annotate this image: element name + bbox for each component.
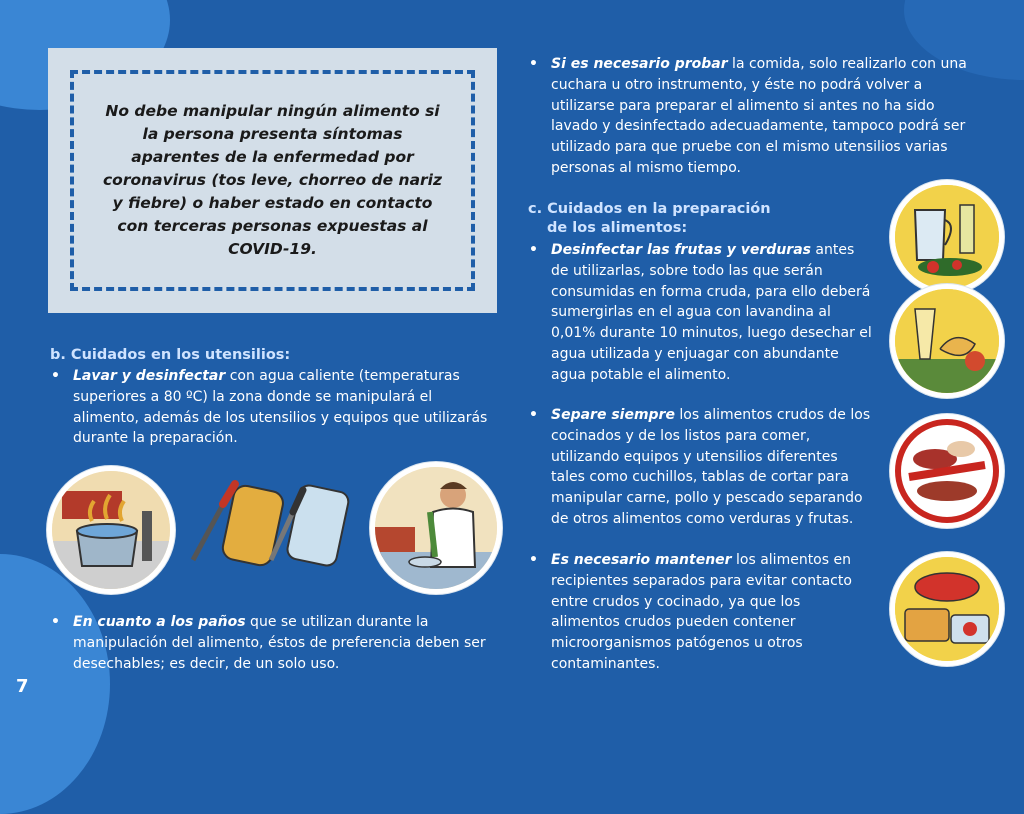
- bullet-dot: •: [51, 614, 60, 630]
- covid-notice-box: [48, 48, 497, 313]
- woman-washing-dishes-icon: [370, 462, 502, 594]
- bullet-desinfectar-frutas: [529, 240, 873, 386]
- knife-cutting-board-icon: [183, 478, 355, 570]
- bullet-text: antes de utilizarlas, sobre todo las que serán consumidas en forma cruda, para ello deberá sumergirlas en el agua con lavandina al 0,01% durante 10 minutos, luego desechar el agua utilizada y enjuagar con abundante agua potable el alimento.: [551, 242, 872, 383]
- food-containers-icon: [890, 552, 1004, 666]
- bullet-dot: •: [529, 407, 538, 423]
- bullet-dot: •: [51, 368, 60, 384]
- bullet-text: la comida, solo realizarlo con una cuchara u otro instrumento, y éste no podrá volver a utilizarse para preparar el alimento si antes no ha sido lavado y desinfectado adecuadamente, tampoco podrá ser utilizado para que pruebe con el mismo utensilios varias personas al mismo tiempo.: [551, 56, 967, 176]
- bullet-bold-lead: Lavar y desinfectar: [73, 368, 226, 384]
- separate-raw-cooked-icon: [890, 414, 1004, 528]
- bullet-bold-lead: Es necesario mantener: [551, 552, 732, 568]
- bullet-dot: •: [529, 242, 538, 258]
- bullet-text: los alimentos en recipientes separados para evitar contacto entre crudos y cocinado, ya que los alimentos crudos pueden contener microorganismos patógenos u otros contaminantes.: [551, 552, 852, 672]
- bullet-text: que se utilizan durante la manipulación del alimento, éstos de preferencia deben ser desechables; es decir, de un solo uso.: [73, 614, 486, 672]
- boiling-pot-icon: [47, 466, 175, 594]
- notice-text: No debe manipular ningún alimento si la persona presenta síntomas aparentes de la enfermedad por coronavirus (tos leve, chorreo de nariz y fiebre) o haber estado en contacto con terceras personas expuestas al COVID-19.: [102, 102, 443, 258]
- bullet-text: con agua caliente (temperaturas superiores a 80 ºC) la zona donde se manipulará el alimento, además de los utensilios y equipos que utilizarás durante la preparación.: [73, 368, 488, 447]
- bullet-bold-lead: Desinfectar las frutas y verduras: [551, 242, 811, 258]
- bullet-probar-comida: [529, 54, 976, 179]
- section-c-heading-line1: c. Cuidados en la preparación: [528, 201, 771, 217]
- notice-dashed-border: [70, 70, 475, 291]
- bullet-separe-siempre: [529, 405, 873, 530]
- bullet-dot: •: [529, 56, 538, 72]
- bullet-bold-lead: En cuanto a los paños: [73, 614, 246, 630]
- bullet-dot: •: [529, 552, 538, 568]
- water-jug-vegetables-icon: [890, 180, 1004, 294]
- bullet-text: los alimentos crudos de los cocinados y de los listos para comer, utilizando equipos y utensilios diferentes tales como cuchillos, tablas de cortar para manipular carne, pollo y pescado separando de otros alimentos como verduras y frutas.: [551, 407, 871, 527]
- bullet-bold-lead: Separe siempre: [551, 407, 675, 423]
- page-number: 7: [16, 676, 29, 697]
- bullet-bold-lead: Si es necesario probar: [551, 56, 728, 72]
- bullet-panos: [51, 612, 498, 674]
- section-c-heading-line2: de los alimentos:: [547, 220, 688, 236]
- section-b-heading: b. Cuidados en los utensilios:: [50, 347, 291, 363]
- washing-produce-icon: [890, 284, 1004, 398]
- bullet-lavar-desinfectar: [51, 366, 498, 449]
- bullet-mantener-separados: [529, 550, 873, 675]
